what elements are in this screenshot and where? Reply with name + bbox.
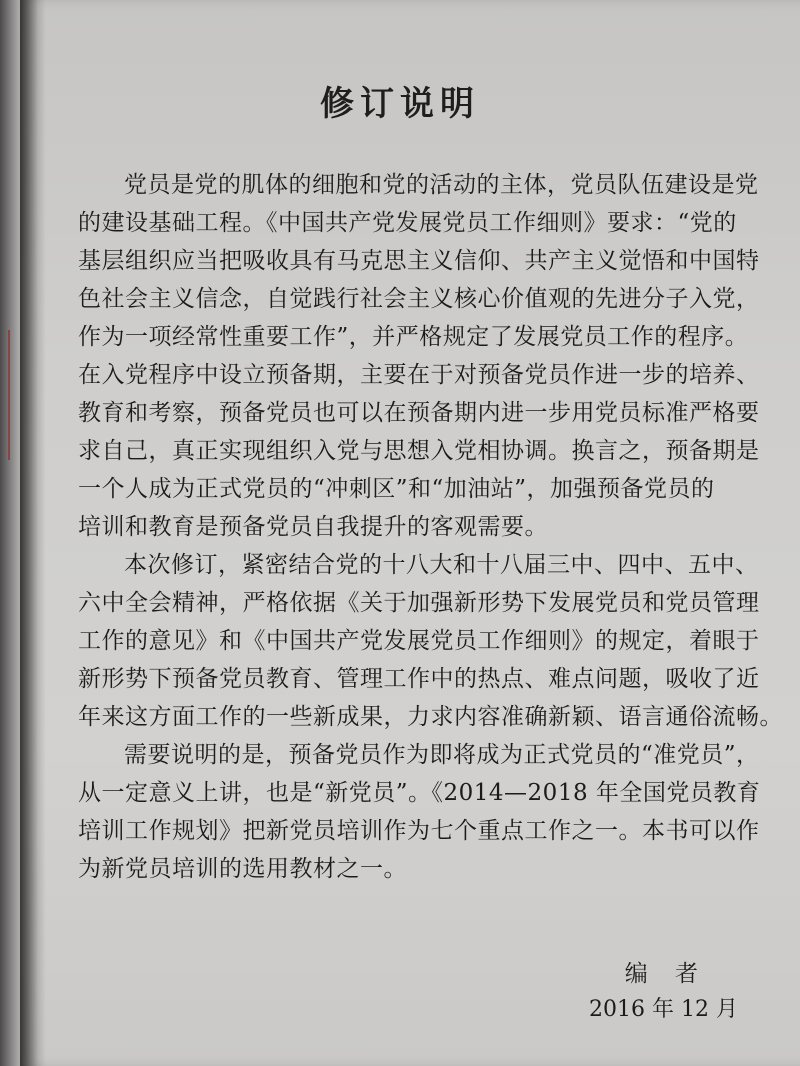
text-line: 本次修订，紧密结合党的十八大和十八届三中、四中、五中、 xyxy=(124,552,759,578)
document-body xyxy=(78,166,783,888)
text-line: 新形势下预备党员教育、管理工作中的热点、难点问题，吸收了近 xyxy=(78,666,760,692)
text-line: 色社会主义信念，自觉践行社会主义核心价值观的先进分子入党， xyxy=(78,286,760,312)
text-line: 作为一项经常性重要工作”，并严格规定了发展党员工作的程序。 xyxy=(78,324,749,350)
text-line: 培训和教育是预备党员自我提升的客观需要。 xyxy=(78,514,548,540)
page-title: 修订说明 xyxy=(320,84,480,124)
text-line: 从一定意义上讲，也是“新党员”。《2014—2018 年全国党员教育 xyxy=(78,780,761,806)
date-line: 2016 年 12 月 xyxy=(589,997,738,1022)
signature: 编 者 xyxy=(624,961,708,987)
text-line: 一个人成为正式党员的“冲刺区”和“加油站”，加强预备党员的 xyxy=(78,476,715,502)
text-line: 求自己，真正实现组织入党与思想入党相协调。换言之，预备期是 xyxy=(78,438,760,464)
binding-shadow xyxy=(20,0,46,1066)
text-line: 工作的意见》和《中国共产党发展党员工作细则》的规定，着眼于 xyxy=(78,628,760,654)
text-line: 基层组织应当把吸收具有马克思主义信仰、共产主义觉悟和中国特 xyxy=(78,248,760,274)
page-edge-mark xyxy=(8,330,10,460)
text-line: 在入党程序中设立预备期，主要在于对预备党员作进一步的培养、 xyxy=(78,362,760,388)
text-line: 需要说明的是，预备党员作为即将成为正式党员的“准党员”， xyxy=(124,742,760,768)
text-line: 培训工作规划》把新党员培训作为七个重点工作之一。本书可以作 xyxy=(78,818,760,844)
text-line: 教育和考察，预备党员也可以在预备期内进一步用党员标准严格要 xyxy=(78,400,760,426)
paragraph-2 xyxy=(78,546,783,736)
text-line: 的建设基础工程。《中国共产党发展党员工作细则》要求：“党的 xyxy=(78,210,737,236)
text-line: 六中全会精神，严格依据《关于加强新形势下发展党员和党员管理 xyxy=(78,590,760,616)
text-line: 年来这方面工作的一些新成果，力求内容准确新颖、语言通俗流畅。 xyxy=(78,704,783,730)
paragraph-3 xyxy=(78,736,761,888)
text-line: 党员是党的肌体的细胞和党的活动的主体，党员队伍建设是党 xyxy=(124,172,759,198)
text-line: 为新党员培训的选用教材之一。 xyxy=(78,856,407,882)
paragraph-1 xyxy=(78,166,760,546)
